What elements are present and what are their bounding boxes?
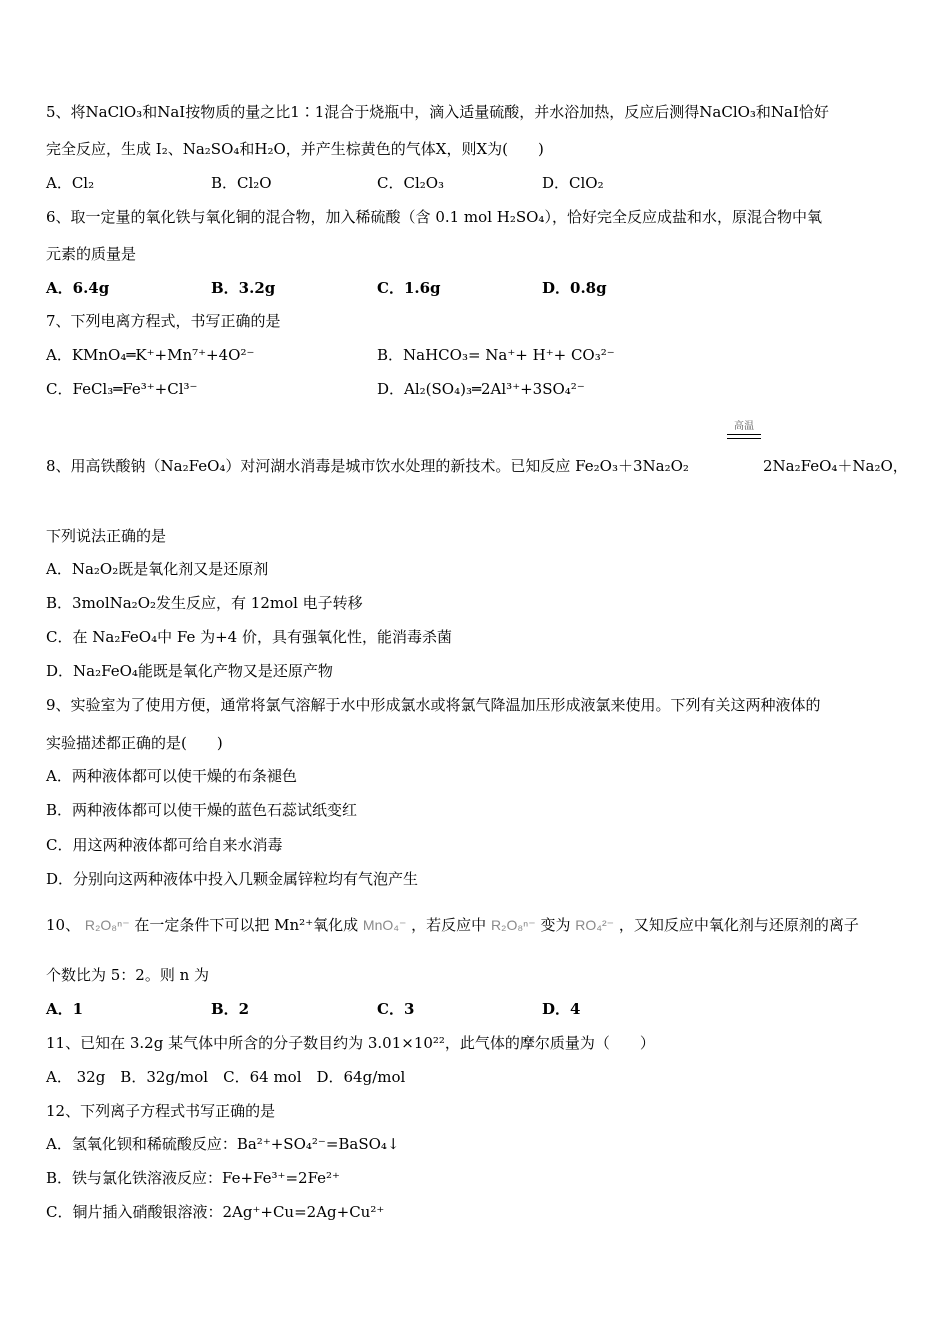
q7-stem: 7、下列电离方程式，书写正确的是 bbox=[46, 312, 281, 330]
q10-option-b: B．2 bbox=[211, 1000, 250, 1018]
q8-option-c: C．在 Na₂FeO₄中 Fe 为+4 价，具有强氧化性，能消毒杀菌 bbox=[46, 628, 452, 646]
q5-option-d: D．ClO₂ bbox=[542, 174, 604, 192]
formula-image: R₂O₈ⁿ⁻ bbox=[490, 917, 536, 933]
q9-stem-line1: 9、实验室为了使用方便，通常将氯气溶解于水中形成氯水或将氯气降温加压形成液氯来使用。下列有关这两种液体的 bbox=[46, 696, 821, 714]
q7-option-a: A．KMnO₄═K⁺+Mn⁷⁺+4O²⁻ bbox=[46, 346, 255, 364]
reaction-condition-text: 高温 bbox=[734, 421, 754, 432]
formula-image: R₂O₈ⁿ⁻ bbox=[84, 917, 130, 933]
q5-stem-line1: 5、将NaClO₃和NaI按物质的量之比1∶1混合于烧瓶中，滴入适量硫酸，并水浴加热，反应后测得NaClO₃和NaI恰好 bbox=[46, 103, 829, 121]
q6-option-b: B．3.2g bbox=[211, 279, 276, 297]
q12-option-a: A．氢氧化钡和稀硫酸反应：Ba²⁺+SO₄²⁻=BaSO₄↓ bbox=[46, 1135, 400, 1153]
q6-stem-line2: 元素的质量是 bbox=[46, 245, 137, 263]
q7-option-d: D．Al₂(SO₄)₃═2Al³⁺+3SO₄²⁻ bbox=[377, 380, 585, 398]
q7-option-c: C．FeCl₃═Fe³⁺+Cl³⁻ bbox=[46, 380, 198, 398]
q8-option-b: B．3molNa₂O₂发生反应，有 12mol 电子转移 bbox=[46, 594, 363, 612]
q9-option-c: C．用这两种液体都可给自来水消毒 bbox=[46, 836, 283, 854]
q10-text: ，又知反应中氧化剂与还原剂的离子 bbox=[618, 916, 859, 934]
q10-text: 变为 bbox=[540, 916, 571, 934]
q5-option-b: B．Cl₂O bbox=[211, 174, 272, 192]
q8-option-d: D．Na₂FeO₄能既是氧化产物又是还原产物 bbox=[46, 662, 333, 680]
q10-number: 10、 bbox=[46, 916, 81, 934]
reaction-condition-label bbox=[727, 422, 761, 439]
q10-option-d: D．4 bbox=[542, 1000, 581, 1018]
q10-text: 在一定条件下可以把 Mn²⁺氧化成 bbox=[134, 916, 359, 934]
q6-option-a: A．6.4g bbox=[46, 279, 110, 297]
q10-stem-line2: 个数比为 5：2。则 n 为 bbox=[46, 966, 210, 984]
q5-stem-line2: 完全反应，生成 I₂、Na₂SO₄和H₂O，并产生棕黄色的气体X，则X为( ) bbox=[46, 140, 544, 158]
q7-option-b: B．NaHCO₃= Na⁺+ H⁺+ CO₃²⁻ bbox=[377, 346, 615, 364]
q10-stem-line1 bbox=[46, 915, 859, 935]
q6-stem-line1: 6、取一定量的氧化铁与氧化铜的混合物，加入稀硫酸（含 0.1 mol H₂SO₄），恰好完全反应成盐和水，原混合物中氧 bbox=[46, 208, 822, 226]
q10-option-c: C．3 bbox=[377, 1000, 415, 1018]
q12-option-c: C．铜片插入硝酸银溶液：2Ag⁺+Cu=2Ag+Cu²⁺ bbox=[46, 1203, 385, 1221]
q10-text: ，若反应中 bbox=[411, 916, 487, 934]
formula-image: RO₄²⁻ bbox=[575, 917, 615, 933]
q6-option-c: C．1.6g bbox=[377, 279, 441, 297]
q12-stem: 12、下列离子方程式书写正确的是 bbox=[46, 1102, 276, 1120]
formula-image: MnO₄⁻ bbox=[362, 917, 407, 933]
q11-options: A． 32g B．32g/mol C．64 mol D．64g/mol bbox=[46, 1068, 406, 1086]
q5-option-c: C．Cl₂O₃ bbox=[377, 174, 445, 192]
q12-option-b: B．铁与氯化铁溶液反应：Fe+Fe³⁺=2Fe²⁺ bbox=[46, 1169, 340, 1187]
q8-stem-line2: 下列说法正确的是 bbox=[46, 527, 167, 545]
q9-option-a: A．两种液体都可以使干燥的布条褪色 bbox=[46, 767, 297, 785]
q11-stem: 11、已知在 3.2g 某气体中所含的分子数目约为 3.01×10²²，此气体的摩尔质量为（ ） bbox=[46, 1034, 655, 1052]
q9-option-d: D．分别向这两种液体中投入几颗金属锌粒均有气泡产生 bbox=[46, 870, 419, 888]
q6-option-d: D．0.8g bbox=[542, 279, 607, 297]
q8-option-a: A．Na₂O₂既是氧化剂又是还原剂 bbox=[46, 560, 269, 578]
q5-option-a: A．Cl₂ bbox=[46, 174, 95, 192]
q10-option-a: A．1 bbox=[46, 1000, 84, 1018]
reaction-arrow-line bbox=[727, 434, 761, 435]
q8-stem-line1-part1: 8、用高铁酸钠（Na₂FeO₄）对河湖水消毒是城市饮水处理的新技术。已知反应 Fe₂O₃＋3Na₂O₂ bbox=[46, 457, 689, 475]
q8-stem-line1-part2: 2Na₂FeO₄＋Na₂O， bbox=[763, 457, 908, 475]
q9-option-b: B．两种液体都可以使干燥的蓝色石蕊试纸变红 bbox=[46, 801, 358, 819]
q9-stem-line2: 实验描述都正确的是( ) bbox=[46, 734, 223, 752]
reaction-arrow-line bbox=[727, 438, 761, 439]
